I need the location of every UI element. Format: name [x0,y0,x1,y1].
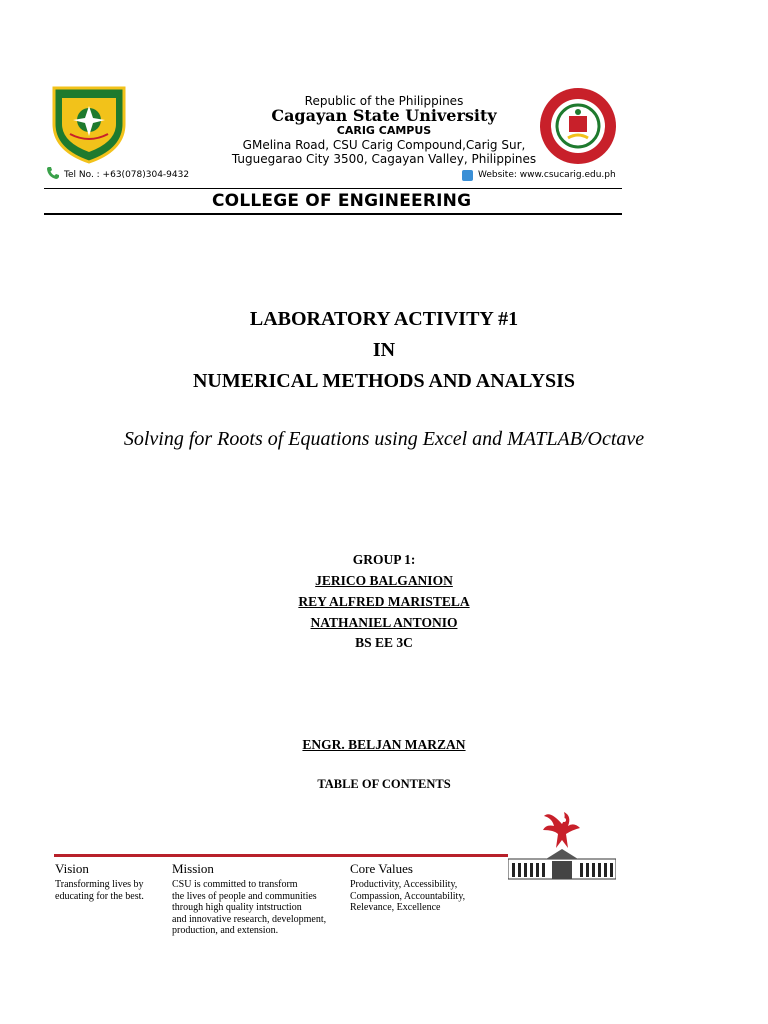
course-title: NUMERICAL METHODS AND ANALYSIS [192,370,576,392]
group-member: NATHANIEL ANTONIO [310,615,458,630]
activity-subtitle: Solving for Roots of Equations using Excel and MATLAB/Octave [123,428,645,450]
core-values-line: Compassion, Accountability, [350,890,466,902]
group-member: JERICO BALGANION [315,573,453,588]
mission-line: the lives of people and communities [172,890,317,902]
campus-building-icon [508,847,616,881]
republic-text: Republic of the Philippines [304,94,464,108]
vision-heading: Vision [55,861,89,876]
core-values-heading: Core Values [350,861,413,876]
mission-line: production, and extension. [172,925,279,936]
core-values-line: Productivity, Accessibility, [350,879,458,890]
activity-title: LABORATORY ACTIVITY #1 [249,308,519,330]
header-divider-bottom [44,213,622,215]
core-values-line: Relevance, Excellence [350,902,441,913]
instructor-name: ENGR. BELJAN MARZAN [302,737,466,752]
phone-icon [46,166,60,180]
vision-line: Transforming lives by [55,879,144,890]
telephone-number: Tel No. : +63(078)304-9432 [64,170,190,180]
mission-line: and innovative research, development, [172,913,327,925]
core-values-text [350,879,510,914]
website-address: Website: www.csucarig.edu.ph [478,170,616,180]
campus-name: CARIG CAMPUS [336,124,432,137]
address-line-2: Tuguegarao City 3500, Cagayan Valley, Philippines [231,152,537,166]
mission-line: CSU is committed to transform [172,879,298,890]
vision-text [55,879,165,902]
eagle-icon [542,808,582,852]
mission-text [172,879,342,937]
college-seal-logo [538,86,618,166]
college-name: COLLEGE OF ENGINEERING [212,191,472,211]
university-name: Cagayan State University [271,106,497,125]
mission-heading: Mission [172,861,214,876]
group-label: GROUP 1: [352,552,416,567]
section-label: BS EE 3C [355,635,413,650]
table-of-contents-heading: TABLE OF CONTENTS [317,777,451,791]
footer-divider [54,854,508,857]
header-divider-top [44,188,622,189]
vision-line: educating for the best. [55,890,144,902]
address-line-1: GMelina Road, CSU Carig Compound,Carig Sur, [242,138,526,152]
website-icon [462,170,473,181]
mission-line: through high quality intstruction [172,902,302,913]
group-member: REY ALFRED MARISTELA [298,594,470,609]
activity-title-in: IN [372,339,396,361]
